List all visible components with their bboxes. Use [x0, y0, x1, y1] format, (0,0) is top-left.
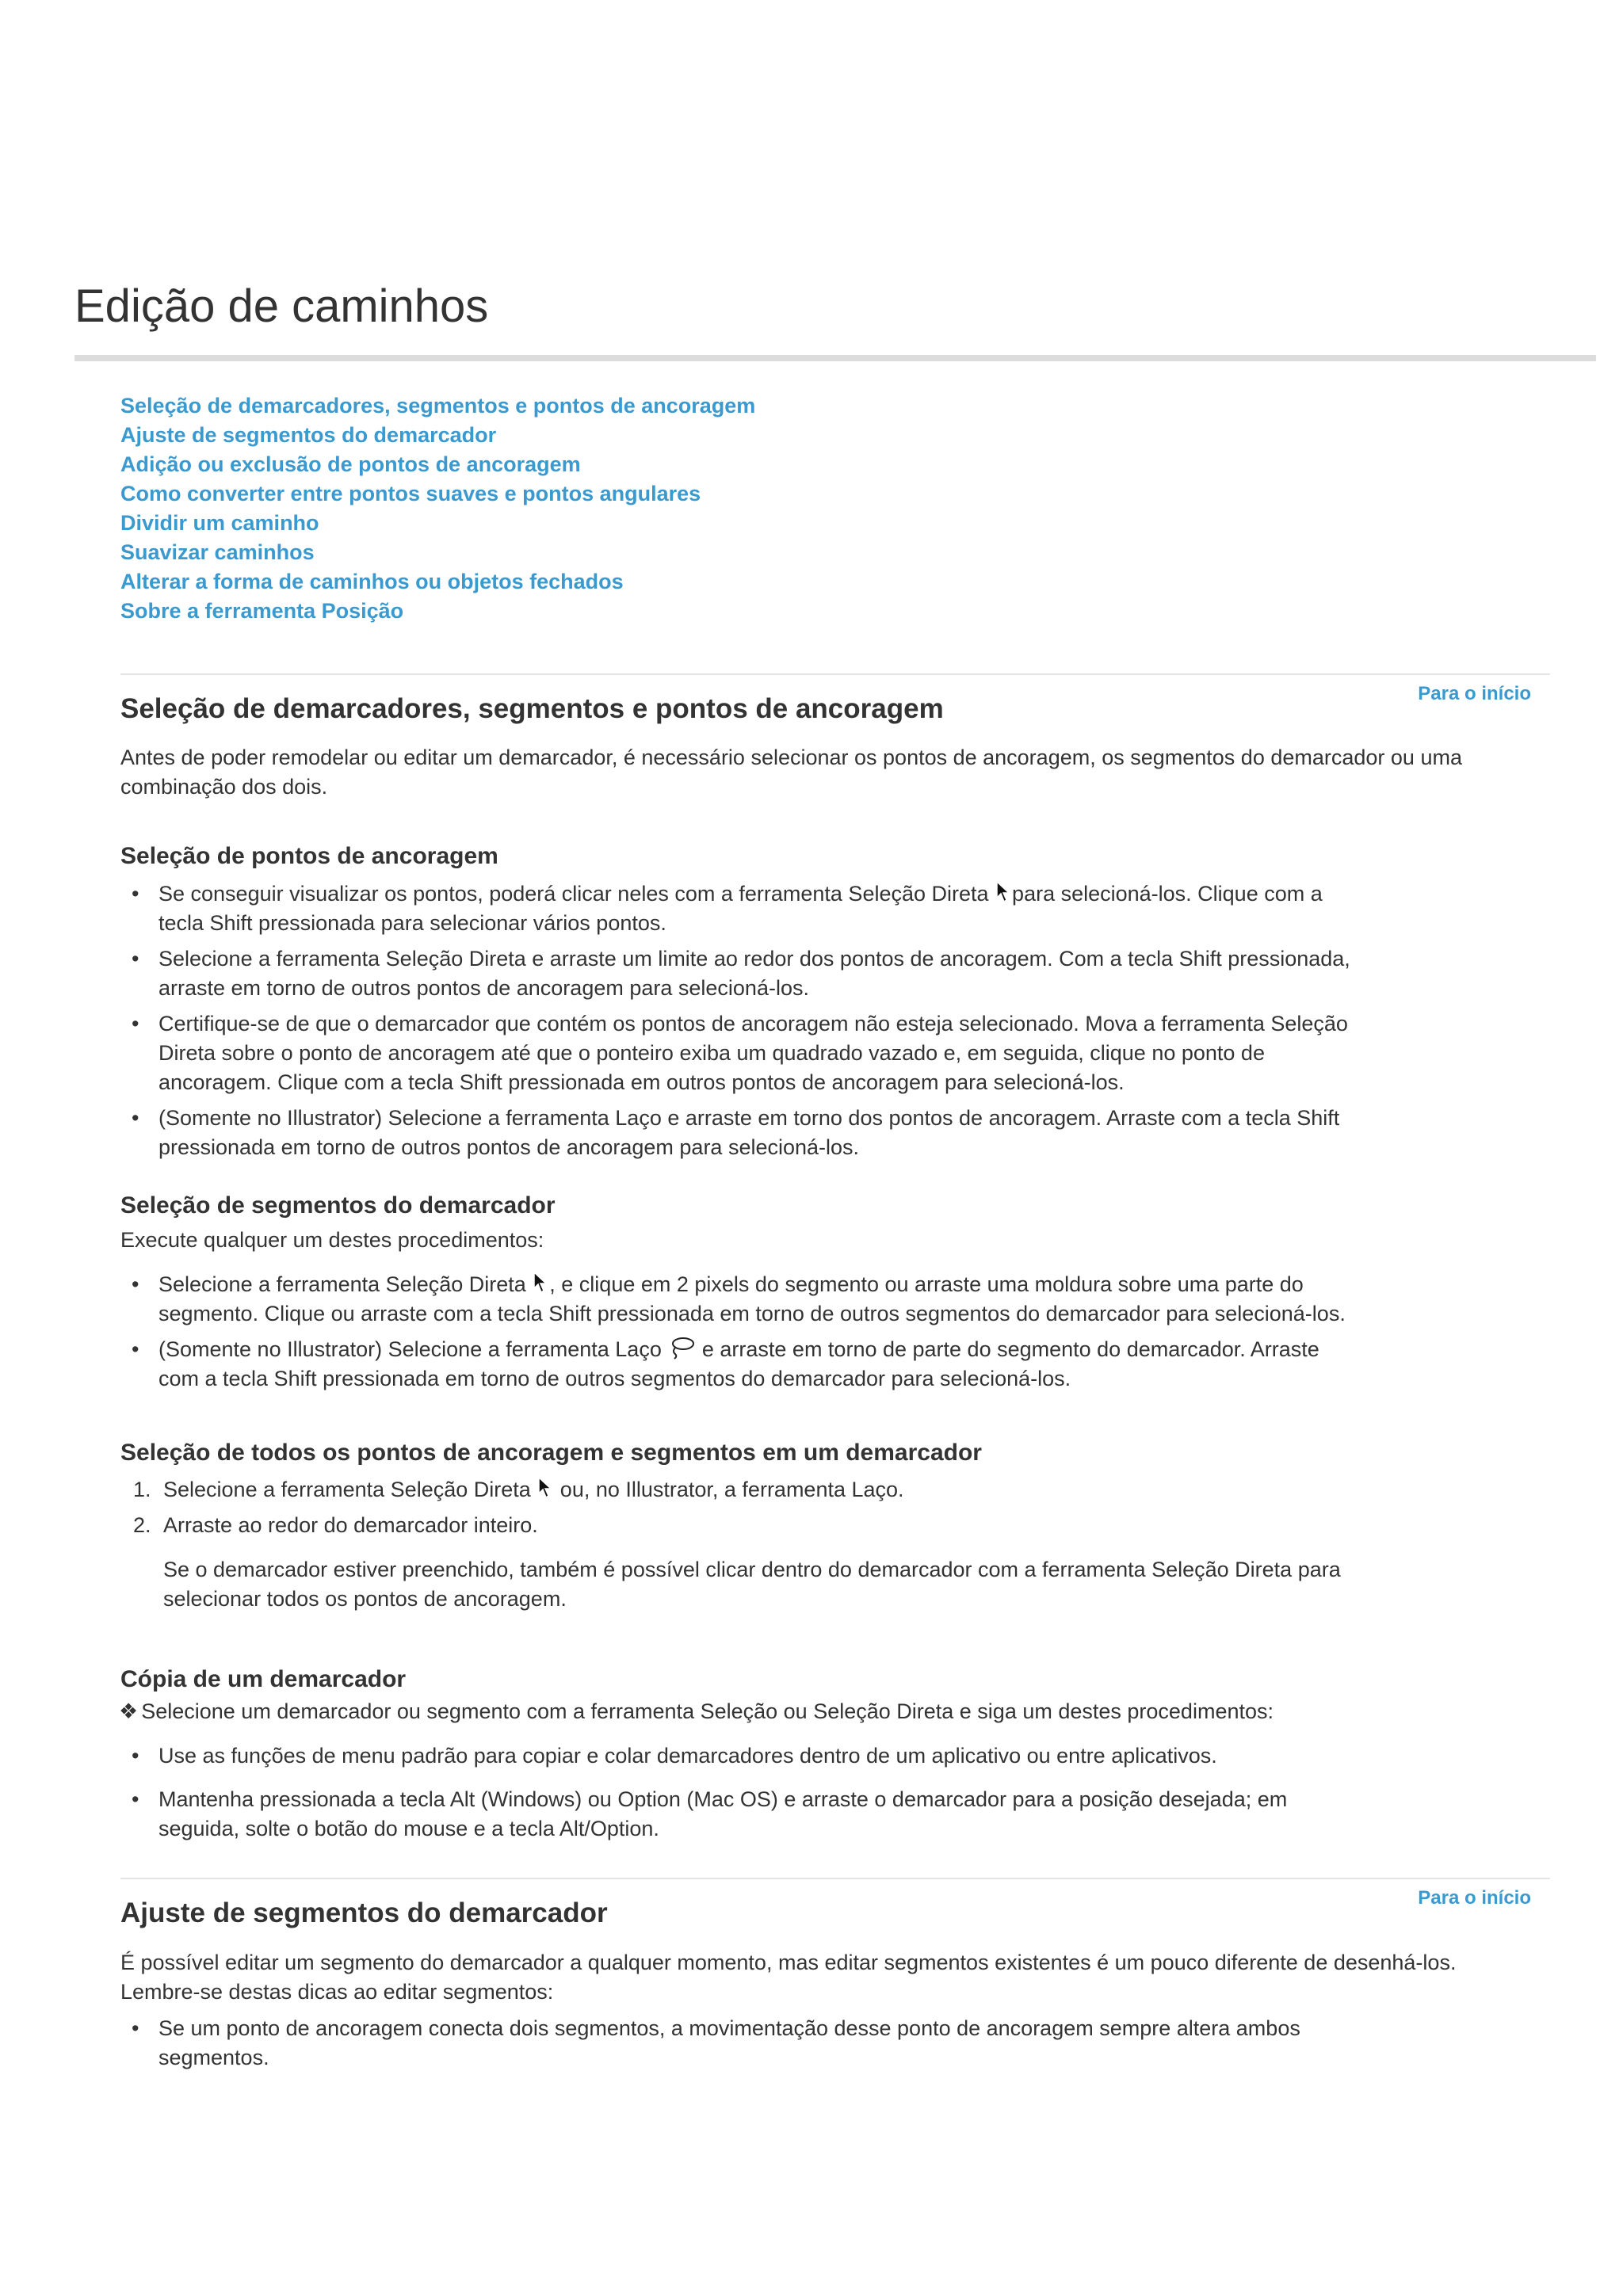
text-line: com a tecla Shift pressionada em torno de outros segmentos do demarcador para selecioná-los. — [158, 1367, 1071, 1390]
text-line: (Somente no Illustrator) Selecione a ferramenta Laço e arraste em torno dos pontos de ancoragem. Arraste com a tecla Shift — [158, 1106, 1340, 1130]
toc-link-dividir[interactable]: Dividir um caminho — [120, 511, 319, 535]
toc-item — [120, 450, 755, 479]
text-line: Antes de poder remodelar ou editar um demarcador, é necessário selecionar os pontos de ancoragem, os segmentos do demarcador ou uma — [120, 746, 1462, 769]
section-divider — [120, 673, 1550, 675]
toc-item — [120, 567, 755, 597]
subsection-lead: Execute qualquer um destes procedimentos: — [120, 1228, 544, 1252]
text-line: e arraste em torno de parte do segmento do demarcador. Arraste — [701, 1337, 1319, 1361]
toc-item — [120, 479, 755, 509]
toc-link-posicao[interactable]: Sobre a ferramenta Posição — [120, 599, 404, 623]
direct-selection-arrow-icon — [532, 1271, 549, 1295]
text-line: segmentos. — [158, 2046, 269, 2069]
text-line: Selecione a ferramenta Seleção Direta e arraste um limite ao redor dos pontos de ancoragem. Com a tecla Shift pressionada, — [158, 947, 1350, 971]
lasso-tool-icon — [667, 1336, 696, 1360]
text-line: , e clique em 2 pixels do segmento ou arraste uma moldura sobre uma parte do — [549, 1272, 1304, 1296]
text-line: pressionada em torno de outros pontos de ancoragem para selecioná-los. — [158, 1135, 860, 1159]
text-line: tecla Shift pressionada para selecionar vários pontos. — [158, 911, 666, 935]
section-divider — [120, 1878, 1550, 1879]
text-line: para selecioná-los. Clique com a — [1012, 882, 1323, 906]
section-intro — [120, 1948, 1456, 2007]
text-line: (Somente no Illustrator) Selecione a ferramenta Laço — [158, 1337, 662, 1361]
segment-tips-list — [120, 2014, 1388, 2079]
table-of-contents — [120, 391, 755, 626]
list-item — [120, 1270, 1388, 1329]
list-item — [120, 1104, 1388, 1162]
segment-selection-list — [120, 1270, 1388, 1400]
list-item — [120, 1741, 1388, 1771]
anchor-selection-list — [120, 879, 1388, 1169]
list-item — [120, 1009, 1388, 1097]
text-line: Arraste ao redor do demarcador inteiro. — [163, 1513, 538, 1537]
text-line: Se conseguir visualizar os pontos, poderá clicar neles com a ferramenta Seleção Direta — [158, 882, 989, 906]
title-divider — [74, 355, 1596, 361]
select-all-steps — [120, 1475, 1388, 1614]
section-title: Seleção de demarcadores, segmentos e pontos de ancoragem — [120, 693, 944, 724]
text-line: combinação dos dois. — [120, 775, 328, 799]
copy-lead — [119, 1697, 1274, 1726]
toc-item — [120, 538, 755, 567]
section-title: Ajuste de segmentos do demarcador — [120, 1897, 608, 1928]
direct-selection-arrow-icon — [995, 880, 1012, 904]
page-title: Edição de caminhos — [74, 280, 489, 332]
toc-item — [120, 391, 755, 421]
toc-link-converter[interactable]: Como converter entre pontos suaves e pontos angulares — [120, 482, 701, 505]
subsection-title: Seleção de segmentos do demarcador — [120, 1192, 556, 1219]
toc-link-alterar[interactable]: Alterar a forma de caminhos ou objetos fechados — [120, 570, 624, 593]
text-line: seguida, solte o botão do mouse e a tecla Alt/Option. — [158, 1817, 659, 1840]
subsection-title: Cópia de um demarcador — [120, 1666, 407, 1692]
text-line: É possível editar um segmento do demarcador a qualquer momento, mas editar segmentos existentes é um pouco diferente de desenhá-los. — [120, 1951, 1457, 1974]
text-line: arraste em torno de outros pontos de ancoragem para selecioná-los. — [158, 976, 809, 1000]
toc-link-suavizar[interactable]: Suavizar caminhos — [120, 540, 315, 564]
bullet-diamond-icon: ❖ — [119, 1699, 139, 1723]
toc-item — [120, 509, 755, 538]
toc-item — [120, 597, 755, 626]
subsection-title: Seleção de todos os pontos de ancoragem e segmentos em um demarcador — [120, 1440, 982, 1466]
text-line: Direta sobre o ponto de ancoragem até que o ponteiro exiba um quadrado vazado e, em seguida, clique no ponto de — [158, 1041, 1265, 1065]
list-item — [120, 1335, 1388, 1394]
text-line: segmento. Clique ou arraste com a tecla Shift pressionada em torno de outros segmentos do demarcador para selecioná-los. — [158, 1302, 1346, 1325]
toc-item — [120, 421, 755, 450]
toc-link-adicao[interactable]: Adição ou exclusão de pontos de ancoragem — [120, 452, 581, 476]
text-line: Use as funções de menu padrão para copiar e colar demarcadores dentro de um aplicativo ou entre aplicativos. — [158, 1744, 1217, 1768]
text-line: Lembre-se destas dicas ao editar segmentos: — [120, 1980, 554, 2004]
text-line: Se o demarcador estiver preenchido, também é possível clicar dentro do demarcador com a ferramenta Seleção Direta para — [163, 1558, 1341, 1581]
section-intro — [120, 743, 1462, 802]
list-item — [120, 2014, 1388, 2073]
back-to-top-link[interactable]: Para o início — [1418, 1887, 1531, 1909]
subsection-title: Seleção de pontos de ancoragem — [120, 843, 498, 869]
text-line: Selecione a ferramenta Seleção Direta — [163, 1478, 531, 1501]
toc-link-selecao[interactable]: Seleção de demarcadores, segmentos e pontos de ancoragem — [120, 394, 756, 418]
text-line: Se um ponto de ancoragem conecta dois segmentos, a movimentação desse ponto de ancoragem sempre altera ambos — [158, 2016, 1300, 2040]
text-line: Mantenha pressionada a tecla Alt (Windows) ou Option (Mac OS) e arraste o demarcador para a posição desejada; em — [158, 1787, 1288, 1811]
text-line: ancoragem. Clique com a tecla Shift pressionada em outros pontos de ancoragem para selecioná-los. — [158, 1070, 1125, 1094]
back-to-top-link[interactable]: Para o início — [1418, 683, 1531, 704]
step-note — [163, 1555, 1388, 1614]
list-item — [120, 944, 1388, 1003]
text-line: ou, no Illustrator, a ferramenta Laço. — [559, 1478, 904, 1501]
toc-link-ajuste[interactable]: Ajuste de segmentos do demarcador — [120, 423, 497, 447]
step-number: 2. — [133, 1513, 151, 1537]
step-item — [120, 1511, 1388, 1614]
step-item — [120, 1475, 1388, 1505]
text-line: Selecione a ferramenta Seleção Direta — [158, 1272, 526, 1296]
list-item — [120, 879, 1388, 938]
text-line: selecionar todos os pontos de ancoragem. — [163, 1587, 567, 1611]
list-item — [120, 1785, 1388, 1844]
step-number: 1. — [133, 1478, 151, 1501]
text-line: Certifique-se de que o demarcador que contém os pontos de ancoragem não esteja selecionado. Mova a ferramenta Seleção — [158, 1012, 1348, 1035]
direct-selection-arrow-icon — [537, 1476, 554, 1500]
text-line: Selecione um demarcador ou segmento com a ferramenta Seleção ou Seleção Direta e siga um destes procedimentos: — [141, 1699, 1274, 1723]
copy-options-list — [120, 1741, 1388, 1850]
